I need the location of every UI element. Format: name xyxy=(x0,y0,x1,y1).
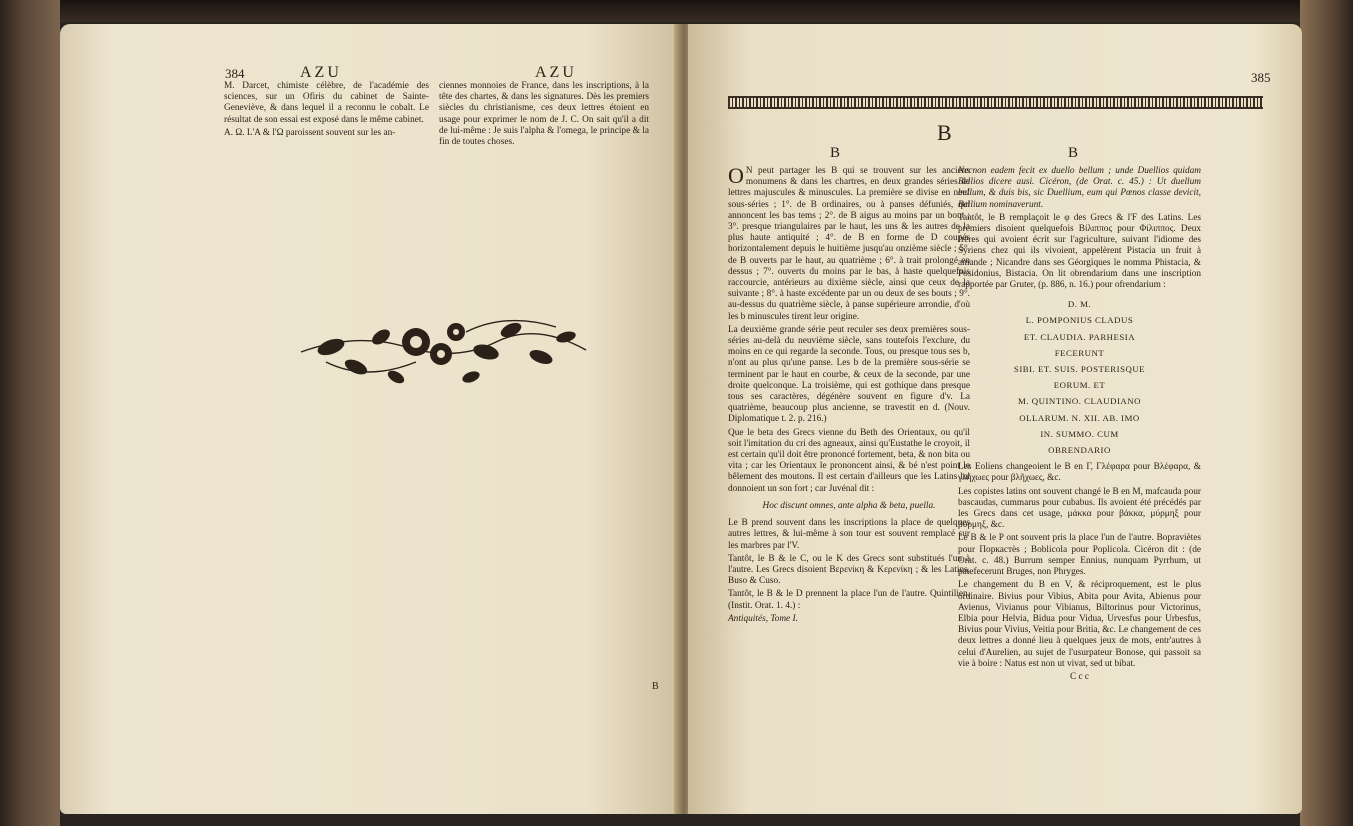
floral-ornament-icon xyxy=(296,292,591,397)
right-column-1 xyxy=(728,163,970,627)
inscription-line: OBRENDARIO xyxy=(1048,445,1111,456)
paragraph: Tantôt, le B remplaçoit le φ des Grecs & l'F des Latins. Les premiers disoient quelquefois Βίλιππος pour Φίλιππος. Deux frères qui avoient écrit sur l'agriculture, suivant l'idiome des Syriens chez qui ils vivoient, appelèrent Pistacia un fruit à amande ; Nicandre dans ses Géorgiques le nomma Phistacia, & Posidonius, Bistacia. On lit obrendarium dans une inscription rapportée par Gruter, (p. 886, n. 16.) pour ofrendarium : xyxy=(958,212,1201,291)
left-running-head-1: AZU xyxy=(300,64,342,81)
paragraph: A. Ω. L'A & l'Ω paroissent souvent sur les an- xyxy=(224,127,396,138)
paragraph: Tantôt, le B & le C, ou le K des Grecs sont substitués l'un à l'autre. Les Grecs disoient Βερενίκη & Κερενίκη ; & les Latins, Buso & Cuso. xyxy=(728,553,970,587)
paragraph xyxy=(728,163,970,323)
section-letter: B xyxy=(937,120,952,145)
column-letter-right: B xyxy=(1068,145,1079,161)
right-catchword: C c c xyxy=(1069,671,1090,682)
paragraph: Le changement du B en V, & réciproquement, est le plus ordinaire. Bivius pour Vibius, Abita pour Avita, Abienus pour Avienus, Vivianus pour Vibianus, Biltorinus pour Victorinus, Elbia pour Helvia, Bidua pour Vidua, Urvesfus pour Urbesfus, Bivius pour Vivius, Veitia pour Britia, &c. Le changement de ces deux lettres a donné lieu à quelques jeux de mots, entr'autres à celui d'Aurelien, au sujet de l'usurpateur Bonose, qui passoit sa vie à boire : Natus est non ut vivat, sed ut bibat. xyxy=(958,580,1201,669)
inscription-line: FECERUNT xyxy=(1054,347,1105,358)
paragraph: Tantôt, le B & le D prennent la place l'un de l'autre. Quintilien, (Instit. Orat. 1. 4.) : xyxy=(728,589,970,611)
inscription-line: D. M. xyxy=(1067,299,1092,310)
inscription-line: ET. CLAUDIA. PARHESIA xyxy=(1023,331,1136,342)
inscription-line: M. QUINTINO. CLAUDIANO xyxy=(1018,396,1141,407)
left-page xyxy=(60,24,680,814)
paragraph: Les copistes latins ont souvent changé le B en M, mafcauda pour bascaudas, cummarus pour cubabus. Ils avoient été précédés par les Grecs dans cet usage, μάκκα pour βάκκα, μύρμηξ pour βύρμηξ, &c. xyxy=(958,486,1201,531)
right-page-number: 385 xyxy=(1251,70,1271,85)
book-left-edge xyxy=(0,0,60,826)
paragraph: M. Darcet, chimiste célèbre, de l'académie des sciences, sur un Ofiris du cabinet de Sainte-Geneviève, & dans lequel il a reconnu le cobalt. Le résultat de son essai est exposé dans le même cabinet. xyxy=(224,81,429,125)
left-catchword: B xyxy=(652,681,659,692)
left-running-head-2: AZU xyxy=(535,64,577,81)
volume-footer: Antiquités, Tome I. xyxy=(728,613,798,624)
latin-inscription xyxy=(958,299,1201,456)
right-page xyxy=(688,24,1302,814)
inscription-line: EORUM. ET xyxy=(1053,380,1106,391)
drop-cap: O xyxy=(728,163,744,188)
left-page-number: 384 xyxy=(225,66,245,81)
book-top-edge xyxy=(0,0,1353,22)
paragraph: Le B prend souvent dans les inscriptions la place de quelques autres lettres, & lui-même à son tour est souvent remplacé sur les marbres par l'V. xyxy=(728,518,970,551)
inscription-line: SIBI. ET. SUIS. POSTERISQUE xyxy=(1013,364,1146,375)
verse-quote: Hoc discunt omnes, ante alpha & beta, puella. xyxy=(762,500,936,511)
ornamental-header-bar xyxy=(728,96,1263,109)
paragraph-text: N peut partager les B qui se trouvent sur les anciens monumens & dans les chartres, en deux grandes séries de lettres majuscules & minuscules. La première se divise en neuf sous-séries ; 1°. de B ordinaires, ou à panses défuniés, qui annoncent les bas tems ; 2°. de B aigus au moins par un bout ; 3°. presque triangulaires par le haut, les uns & les autres de la plus haute antiquité ; 4°. de B en forme de D coupés horizontalement depuis le huitième jusqu'au onzième siècle ; 5°. de B ouverts par le haut, au quatrième ; 6°. à trait prolongé en dessus ; 7°. ouverts du moins par le bas, à haste quelquefois raccourcie, antérieurs au dixième siècle, ainsi que ceux de la suivante ; 8°. à haste excédente par un ou deux de ses bouts ; 9°. au-dessus du quatrième siècle, à panse supérieure arrondie, d'où les b minuscules tirent leur origine. xyxy=(728,166,970,322)
paragraph: Les Eoliens changeoient le B en Γ, Γλέφαρα pour Βλέφαρα, & γλῆχωες pour βλῆχωες, &c. xyxy=(958,462,1201,484)
column-letter-left: B xyxy=(830,145,841,161)
left-column-2 xyxy=(439,81,649,150)
book-right-edge xyxy=(1300,0,1353,826)
right-column-2 xyxy=(958,166,1201,685)
paragraph: Que le beta des Grecs vienne du Beth des Orientaux, ou qu'il soit l'imitation du cri des agneaux, ainsi qu'Eustathe le croyoit, il est certain qu'il doit être prononcé fortement, beta, & non bita ou vita ; car les Orientaux le prononcent ainsi, & bé n'est point le bêlement des moutons. Il est certain d'ailleurs que les Latins lui donnoient un son fort ; car Juvénal dit : xyxy=(728,427,970,494)
inscription-line: IN. SUMMO. CUM xyxy=(1040,428,1119,439)
paragraph: Necnon eadem fecit ex duello bellum ; unde Duellios quidam Bellios dicere ausi. Cicéron, (de Orat. c. 45.) : Ut duellum bellum, & duis bis, sic Duellium, eum qui Pœnos classe devicit, Bellium nominaverunt. xyxy=(958,166,1201,210)
left-column-1 xyxy=(224,81,429,141)
paragraph: La deuxième grande série peut reculer ses deux premières sous-séries au-delà du neuvième siècle, sans toutefois l'exclure, du moins en ce qui regarde la seconde. Tous, ou presque tous ses b, n'ont au plus qu'une panse. Les b de la première sous-série se terminent par le haut en courbe, & ceux de la seconde, par une droite quelconque. La troisième, qui est gothique dans presque tous ses caractères, dégénère souvent en figure d'v. La quatrième, beaucoup plus ancienne, se travestit en d. (Nouv. Diplomatique t. 2. p. 216.) xyxy=(728,324,970,425)
inscription-line: OLLARUM. N. XII. AB. IMO xyxy=(1019,412,1140,423)
paragraph: ciennes monnoies de France, dans les inscriptions, à la tête des chartes, & dans les signatures. Dès les premiers siècles du christianisme, ces deux lettres étoient en usage pour exprimer le nom de J. C. On sait qu'il a dit de lui-même : Je suis l'alpha & l'omega, le principe & la fin de toutes choses. xyxy=(439,81,649,148)
inscription-line: L. POMPONIUS CLADUS xyxy=(1025,315,1134,326)
paragraph: Le B & le P ont souvent pris la place l'un de l'autre. Bopraviètes pour Поркастès ; Boblicola pour Poplicola. Cicéron dit : (de Orat. c. 48.) Burrum semper Ennius, nunquam Pyrrhum, ut patefecerunt Bruges, non Phryges. xyxy=(958,533,1201,578)
